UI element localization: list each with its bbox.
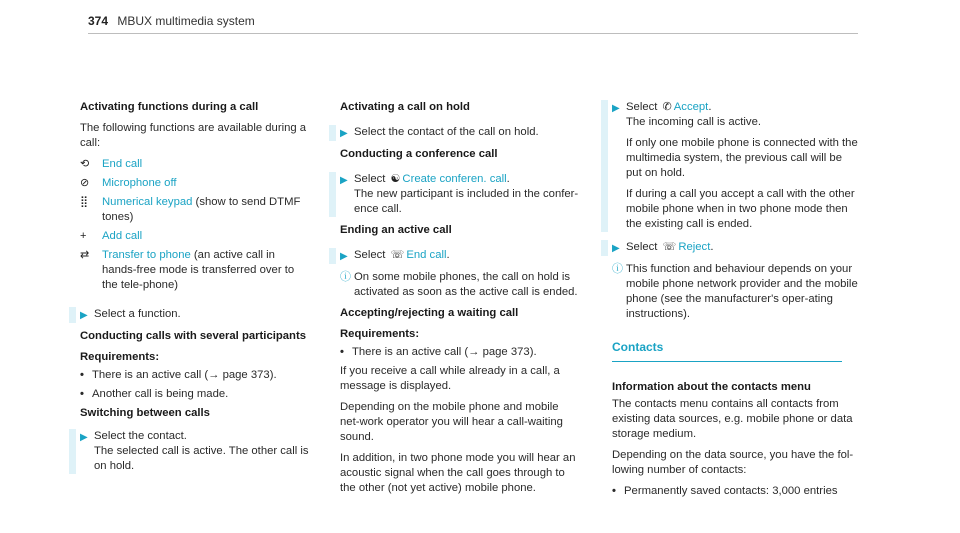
- info-icon: ⓘ: [340, 271, 351, 283]
- step-arrow-icon: ▶: [340, 175, 348, 186]
- page-header: [88, 14, 255, 28]
- step-arrow-icon: ▶: [80, 432, 88, 443]
- paragraph: The contacts menu contains all contacts from existing data sources, e.g. mobile phone or data storage medium.: [612, 398, 853, 440]
- heading-activating-functions: Activating functions during a call: [80, 101, 259, 113]
- paragraph: Depending on the data source, you have the fol-lowing number of contacts:: [612, 449, 854, 476]
- paragraph: In addition, in two phone mode you will hear an acoustic signal when the call goes through to the other (not yet active) mobile phone.: [340, 452, 576, 494]
- list-item: • There is an active call (→ page 373).: [80, 369, 277, 381]
- paragraph: Depending on the mobile phone and mobile net-work operator you will hear a call-waiting sound.: [340, 401, 563, 443]
- list-item: • There is an active call (→ page 373).: [340, 346, 537, 358]
- function-item: + Add call: [80, 230, 143, 242]
- header-title: MBUX multimedia system: [117, 14, 255, 28]
- heading-conference-call: Conducting a conference call: [340, 148, 498, 160]
- keypad-icon: ⣿: [80, 196, 89, 208]
- function-item: ⣿ Numerical keypad (show to send DTMF tones): [80, 196, 301, 223]
- page-number: 374: [88, 14, 109, 28]
- heading-several-participants: Conducting calls with several participants: [80, 330, 306, 342]
- add-call-icon: +: [80, 230, 87, 242]
- step-reject: ▶ Select ☏ Reject.: [601, 240, 860, 256]
- column-2: [340, 100, 580, 502]
- heading-switching-calls: Switching between calls: [80, 407, 210, 419]
- intro-text: The following functions are available during a call:: [80, 122, 307, 149]
- requirements-label: Requirements:: [340, 328, 420, 340]
- step-end-call: ▶ Select ☏ End call.: [329, 248, 580, 264]
- note-call-on-hold: ⓘ On some mobile phones, the call on hold is activated as soon as the active call is ended.: [340, 271, 578, 298]
- heading-contacts-menu: Information about the contacts menu: [612, 381, 811, 393]
- step-arrow-icon: ▶: [612, 103, 620, 114]
- transfer-phone-icon: ⇄: [80, 249, 90, 261]
- step-arrow-icon: ▶: [340, 128, 348, 139]
- step-select-hold-contact: ▶ Select the contact of the call on hold.: [329, 125, 580, 141]
- heading-ending-call: Ending an active call: [340, 224, 452, 236]
- microphone-off-icon: ⊘: [80, 177, 90, 189]
- paragraph: If you receive a call while already in a call, a message is displayed.: [340, 365, 560, 392]
- step-accept: ▶ Select ✆ Accept. The incoming call is active. If only one mobile phone is connected with the multimedia system, the previous call will be put on hold. If during a call you accept a call with the other mobile phone when in two phone mode then the existing call is ended.: [601, 100, 860, 232]
- list-item: • Another call is being made.: [80, 388, 229, 400]
- step-select-function: ▶ Select a function.: [69, 307, 310, 323]
- heading-waiting-call: Accepting/rejecting a waiting call: [340, 307, 519, 319]
- function-item: ⊘ Microphone off: [80, 177, 177, 189]
- step-arrow-icon: ▶: [612, 243, 620, 254]
- function-item: ⇄ Transfer to phone (an active call in hands-free mode is transferred over to the tele-phone): [80, 249, 295, 291]
- section-divider: [612, 361, 842, 362]
- section-title-contacts: Contacts: [612, 340, 664, 354]
- step-arrow-icon: ▶: [80, 310, 88, 321]
- step-select-contact: ▶ Select the contact. The selected call is active. The other call is on hold.: [69, 429, 310, 474]
- heading-call-on-hold: Activating a call on hold: [340, 101, 470, 113]
- function-item: ⟲ End call: [80, 158, 143, 170]
- conference-icon: ☯: [390, 173, 401, 185]
- column-3: [612, 100, 860, 503]
- step-arrow-icon: ▶: [340, 251, 348, 262]
- requirements-label: Requirements:: [80, 351, 160, 363]
- info-icon: ⓘ: [612, 263, 623, 275]
- column-1: [80, 100, 310, 480]
- end-call-icon: ☏: [390, 249, 405, 261]
- end-call-icon: ⟲: [80, 158, 90, 170]
- header-divider: [88, 33, 858, 34]
- accept-call-icon: ✆: [662, 101, 672, 113]
- function-list: [80, 157, 310, 293]
- note-provider: ⓘ This function and behaviour depends on your mobile phone network provider and the mobile phone (see the manufacturer's oper-ating instructions).: [612, 263, 858, 320]
- list-item: • Permanently saved contacts: 3,000 entries: [612, 485, 838, 497]
- reject-call-icon: ☏: [662, 241, 677, 253]
- step-create-conference: ▶ Select ☯ Create conferen. call. The new participant is included in the confer-ence call.: [329, 172, 580, 217]
